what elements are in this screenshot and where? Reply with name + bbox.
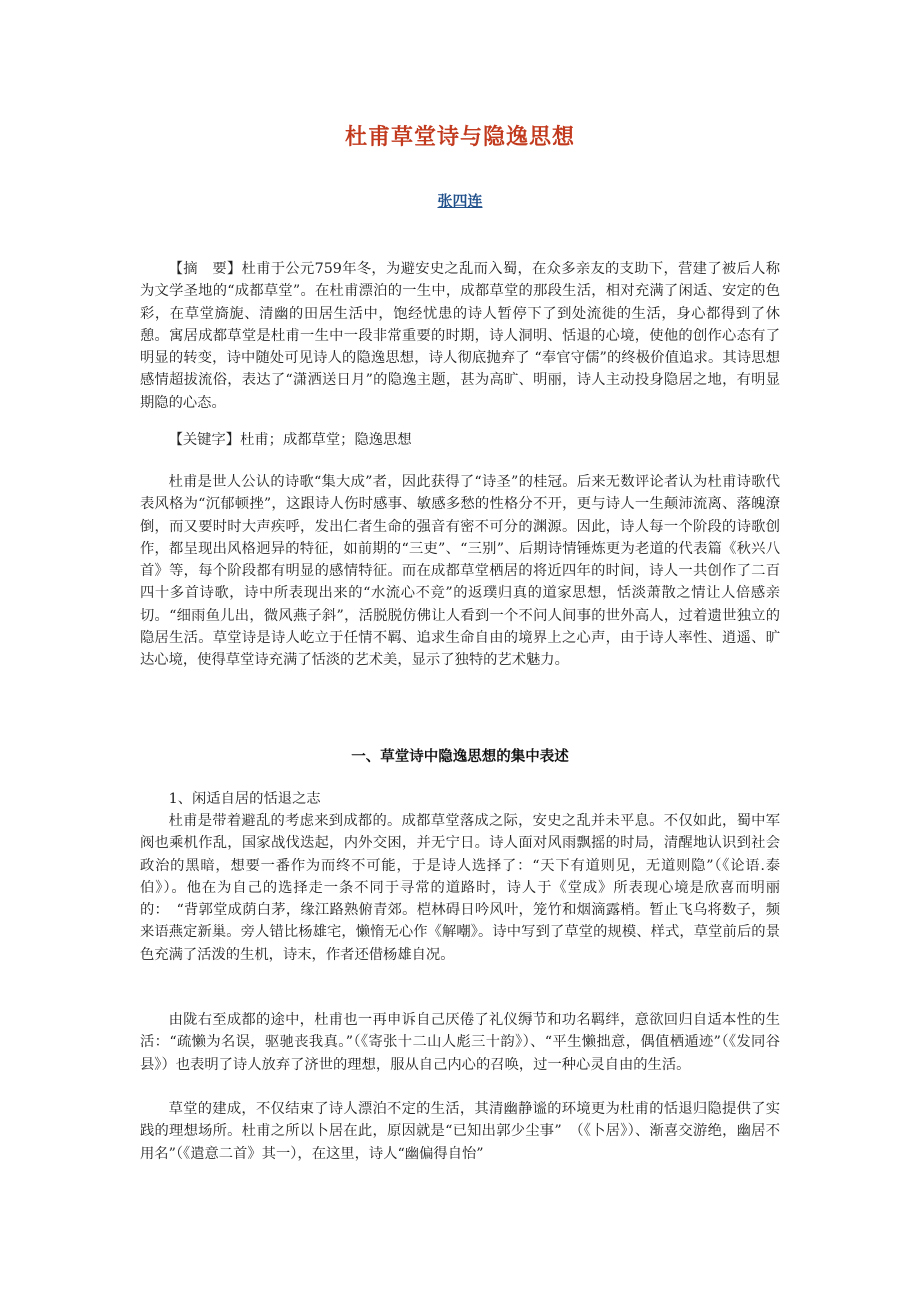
- keywords-paragraph: 【关键字】杜甫；成都草堂；隐逸思想: [168, 432, 412, 448]
- intro-paragraph: 杜甫是世人公认的诗歌“集大成”者，因此获得了“诗圣”的桂冠。后来无数评论者认为杜甫诗歌代表风格为“沉郁顿挫”，这跟诗人伤时感事、敏感多愁的性格分不开，更与诗人一生颠沛流离、落魄潦倒，而又要时时大声疾呼，发出仁者生命的强音有密不可分的渊源。因此，诗人每一个阶段的诗歌创作，都呈现出风格迥异的特征，如前期的“三吏”、“三别”、后期诗情锤炼更为老道的代表篇《秋兴八首》等，每个阶段都有明显的感情特征。而在成都草堂栖居的将近四年的时间，诗人一共创作了二百四十多首诗歌，诗中所表现出来的“水流心不竞”的返璞归真的道家思想，恬淡萧散之情让人倍感亲切。“细雨鱼儿出，微风燕子斜”，活脱脱仿佛让人看到一个不问人间事的世外高人，过着遗世独立的隐居生活。草堂诗是诗人屹立于任情不羁、追求生命自由的境界上之心声，由于诗人率性、逍遥、旷达心境，使得草堂诗充满了恬淡的艺术美，显示了独特的艺术魅力。: [140, 474, 780, 669]
- body-paragraph-3: 草堂的建成，不仅结束了诗人漂泊不定的生活，其清幽静谧的环境更为杜甫的恬退归隐提供了实践的理想场所。杜甫之所以卜居在此，原因就是“已知出郭少尘事” （《卜居》）、渐喜交游绝，幽居不用名”（《遣意二首》其一），在这里，诗人“幽偏得自怡”: [140, 1101, 780, 1162]
- author-link[interactable]: 张四连: [437, 192, 483, 210]
- body-paragraph-1: 杜甫是带着避乱的考虑来到成都的。成都草堂落成之际，安史之乱并未平息。不仅如此，蜀中军阀也乘机作乱，国家战伐迭起，内外交困，并无宁日。诗人面对风雨飘摇的时局，清醒地认识到社会政治的黑暗，想要一番作为而终不可能，于是诗人选择了：“天下有道则见，无道则隐”（《论语.泰伯》）。他在为自己的选择走一条不同于寻常的道路时，诗人于《堂成》所表现心境是欣喜而明丽的： “背郭堂成荫白茅，缘江路熟俯青郊。桤林碍日吟风叶，笼竹和烟滴露梢。暂止飞乌将数子，频来语燕定新巢。旁人错比杨雄宅，懒惰无心作《解嘲》。诗中写到了草堂的规模、样式，草堂前后的景色充满了活泼的生机，诗末，作者还借杨雄自况。: [140, 813, 780, 963]
- document-title: 杜甫草堂诗与隐逸思想: [344, 125, 575, 150]
- section-heading: 一、草堂诗中隐逸思想的集中表述: [351, 749, 569, 765]
- body-paragraph-2: 由陇右至成都的途中，杜甫也一再申诉自己厌倦了礼仪缛节和功名羁绊，意欲回归自适本性的生活：“疏懒为名误，驱驰丧我真。”（《寄张十二山人彪三十韵》）、“平生懒拙意，偶值栖遁迹”（《发同谷县》）也表明了诗人放弃了济世的理想，服从自己内心的召唤，过一种心灵自由的生活。: [140, 1012, 780, 1073]
- subsection-heading: 1、闲适自居的恬退之志: [168, 791, 321, 807]
- abstract-paragraph: 【摘 要】杜甫于公元759年冬，为避安史之乱而入蜀，在众多亲友的支助下，营建了被后人称为文学圣地的“成都草堂”。在杜甫漂泊的一生中，成都草堂的那段生活，相对充满了闲适、安定的色彩，在草堂旖旎、清幽的田居生活中，饱经忧患的诗人暂停下了到处流徙的生活，身心都得到了休憩。寓居成都草堂是杜甫一生中一段非常重要的时期，诗人洞明、恬退的心境，使他的创作心态有了明显的转变，诗中随处可见诗人的隐逸思想，诗人彻底抛弃了 “奉官守儒”的终极价值追求。其诗思想感情超拔流俗，表达了“潇洒送日月”的隐逸主题，甚为高旷、明丽，诗人主动投身隐居之地，有明显期隐的心态。: [140, 261, 780, 411]
